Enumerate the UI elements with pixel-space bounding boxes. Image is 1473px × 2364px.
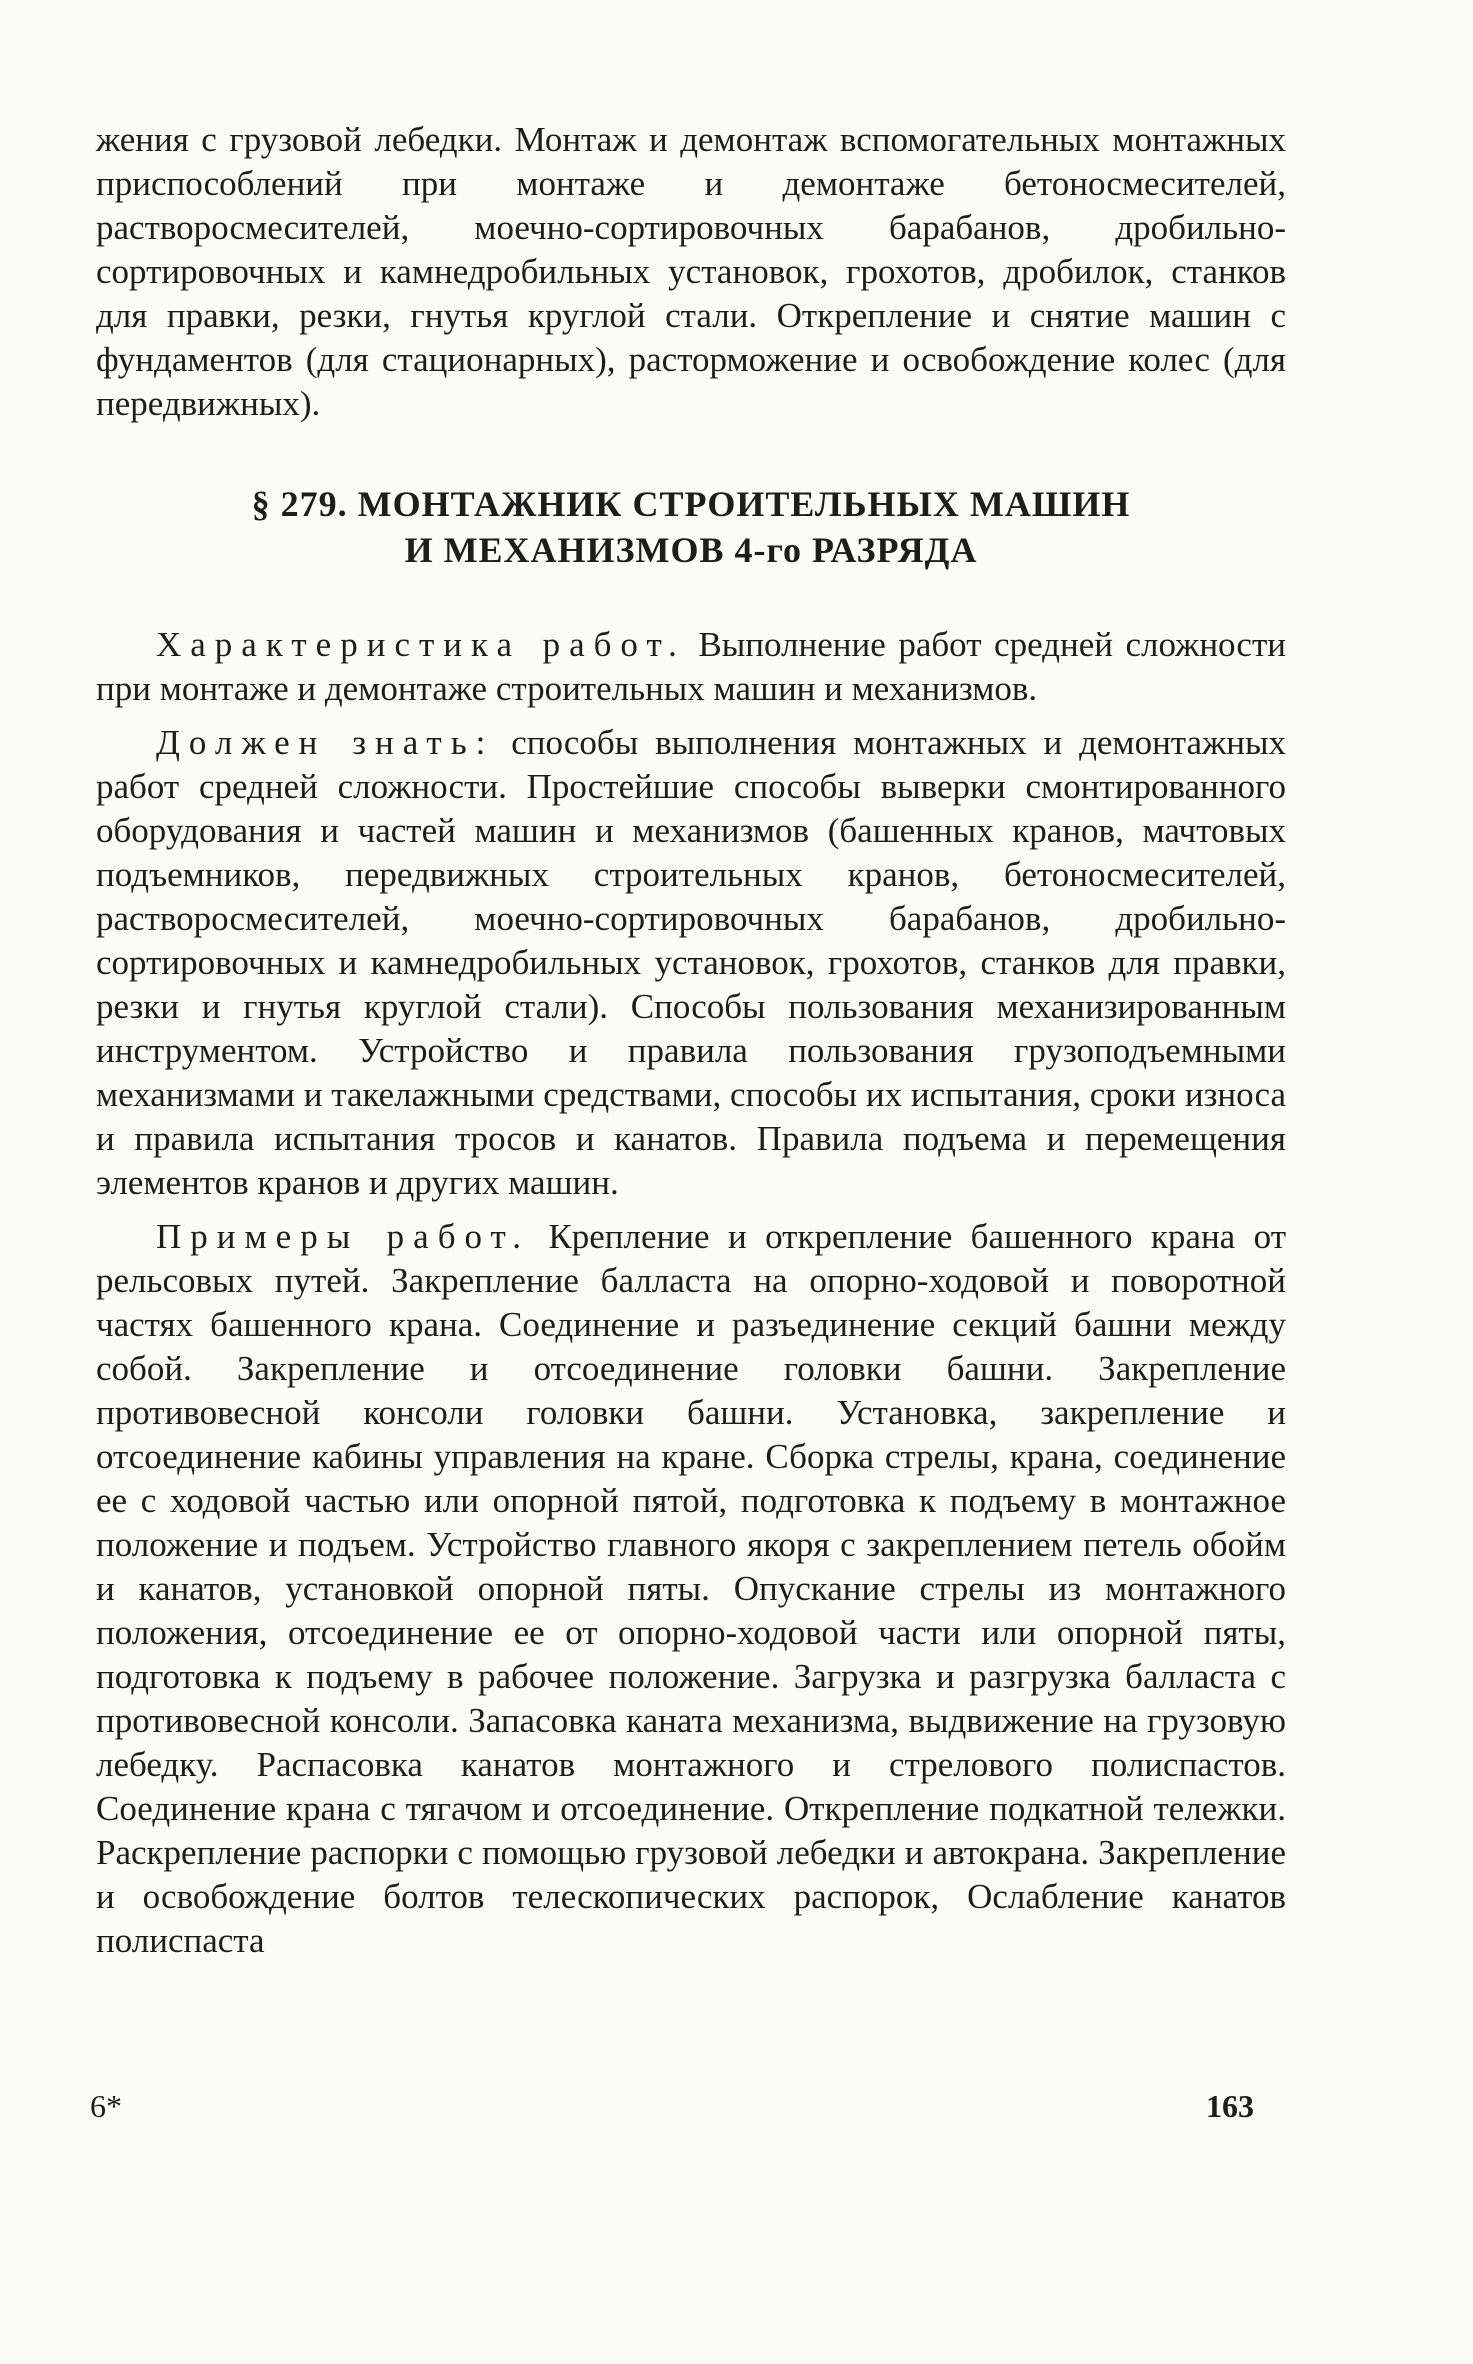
paragraph-continued: жения с грузовой лебедки. Монтаж и демонтаж вспомогательных монтажных приспособлений при монтаже и демонтаже бетоносмесителей, растворосмесителей, моечно-сортировочных барабанов, дробильно-сортировочных и камнедробильных установок, грохотов, дробилок, станков для правки, резки, гнутья круглой стали. Открепление и снятие машин с фундаментов (для стационарных), расторможение и освобождение колес (для передвижных). bbox=[96, 120, 1286, 423]
heading-line-2: И МЕХАНИЗМОВ 4-го РАЗРЯДА bbox=[404, 530, 978, 570]
characteristics-paragraph bbox=[96, 623, 1286, 711]
examples-label: Примеры работ. bbox=[156, 1217, 530, 1256]
characteristics-text: Выполнение работ средней сложности при монтаже и демонтаже строительных машин и механизмов. bbox=[96, 625, 1286, 708]
knowledge-paragraph bbox=[96, 721, 1286, 1205]
heading-line-1: § 279. МОНТАЖНИК СТРОИТЕЛЬНЫХ МАШИН bbox=[251, 484, 1131, 524]
page-body bbox=[96, 118, 1286, 1963]
page-number: 163 bbox=[1206, 2088, 1254, 2124]
footer-signature-mark: 6* bbox=[90, 2088, 122, 2124]
section-heading bbox=[96, 481, 1286, 573]
characteristics-label: Характеристика работ. bbox=[156, 625, 686, 664]
examples-text: Крепление и открепление башенного крана от рельсовых путей. Закрепление балласта на опорно-ходовой и поворотной частях башенного крана. Соединение и разъединение секций башни между собой. Закрепление и отсоединение головки башни. Закрепление противовесной консоли головки башни. Установка, закрепление и отсоединение кабины управления на кране. Сборка стрелы, крана, соединение ее с ходовой частью или опорной пятой, подготовка к подъему в монтажное положение и подъем. Устройство главного якоря с закреплением петель обойм и канатов, установкой опорной пяты. Опускание стрелы из монтажного положения, отсоединение ее от опорно-ходовой части или опорной пяты, подготовка к подъему в рабочее положение. Загрузка и разгрузка балласта с противовесной консоли. Запасовка каната механизма, выдвижение на грузовую лебедку. Распасовка канатов монтажного и стрелового полиспастов. Соединение крана с тягачом и отсоединение. Открепление подкатной тележки. Раскрепление распорки с помощью грузовой лебедки и автокрана. Закрепление и освобождение болтов телескопических распорок, Ослабление канатов полиспаста bbox=[96, 1217, 1286, 1960]
knowledge-label: Должен знать: bbox=[156, 723, 495, 762]
examples-paragraph bbox=[96, 1215, 1286, 1963]
knowledge-text: способы выполнения монтажных и демонтажных работ средней сложности. Простейшие способы выверки смонтированного оборудования и частей машин и механизмов (башенных кранов, мачтовых подъемников, передвижных строительных кранов, бетоносмесителей, растворосмесителей, моечно-сортировочных барабанов, дробильно-сортировочных и камнедробильных установок, грохотов, станков для правки, резки и гнутья круглой стали). Способы пользования механизированным инструментом. Устройство и правила пользования грузоподъемными механизмами и такелажными средствами, способы их испытания, сроки износа и правила испытания тросов и канатов. Правила подъема и перемещения элементов кранов и других машин. bbox=[96, 723, 1286, 1202]
